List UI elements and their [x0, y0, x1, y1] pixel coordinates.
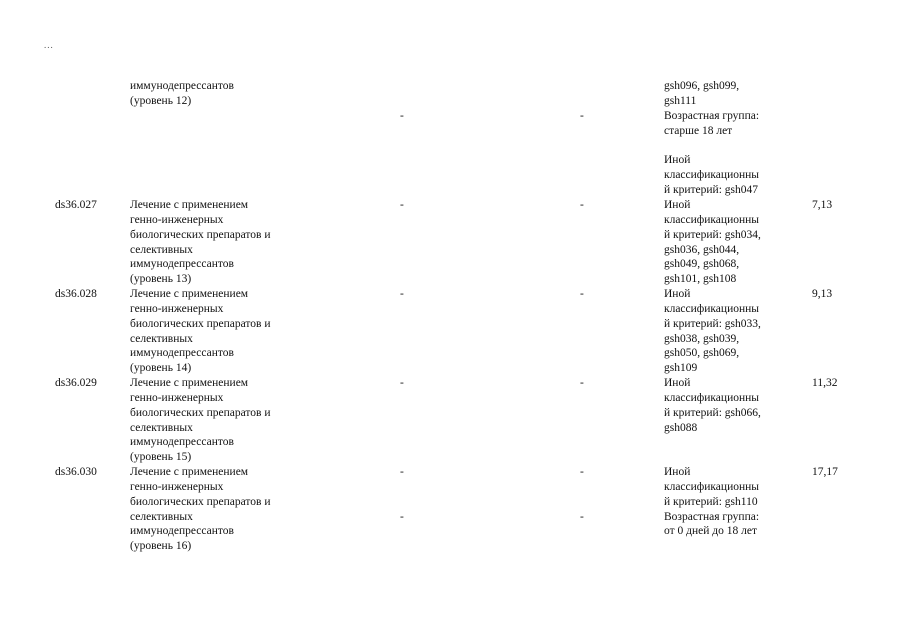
criteria-line: gsh038, gsh039, [664, 333, 740, 345]
tariff-name-line: иммунодепрессантов [130, 258, 234, 270]
criteria-line: Иной [664, 288, 691, 300]
tariff-name-line: генно-инженерных [130, 392, 224, 404]
tariff-name-line: (уровень 12) [130, 95, 192, 107]
tariff-name-line: Лечение с применением [130, 199, 249, 211]
empty-cell-dash: - [400, 199, 404, 211]
criteria-line: классификационны [664, 303, 760, 315]
tariff-name-line: биологических препаратов и [130, 407, 271, 419]
criteria-line: Иной [664, 199, 691, 211]
criteria-line: классификационны [664, 481, 760, 493]
criteria-line: й критерий: gsh033, [664, 318, 761, 330]
criteria-line: Иной [664, 154, 691, 166]
tariff-code: ds36.029 [55, 377, 97, 389]
criteria-line: gsh036, gsh044, [664, 244, 740, 256]
criteria-line: й критерий: gsh047 [664, 184, 759, 196]
tariff-name-line: Лечение с применением [130, 377, 249, 389]
tariff-code: ds36.028 [55, 288, 97, 300]
criteria-line: gsh050, gsh069, [664, 347, 740, 359]
empty-cell-dash: - [580, 511, 584, 523]
criteria-line: Иной [664, 377, 691, 389]
empty-cell-dash: - [400, 377, 404, 389]
empty-cell-dash: - [580, 377, 584, 389]
tariff-name-line: Лечение с применением [130, 466, 249, 478]
empty-cell-dash: - [580, 466, 584, 478]
empty-cell-dash: - [580, 288, 584, 300]
criteria-line: старше 18 лет [664, 125, 733, 137]
empty-cell-dash: - [400, 511, 404, 523]
criteria-line: Иной [664, 466, 691, 478]
coefficient-value: 7,13 [812, 199, 833, 211]
tariff-name-line: селективных [130, 422, 193, 434]
tariff-name-line: генно-инженерных [130, 481, 224, 493]
empty-cell-dash: - [400, 288, 404, 300]
tariff-name-line: иммунодепрессантов [130, 80, 234, 92]
coefficient-value: 17,17 [812, 466, 838, 478]
tariff-name-line: иммунодепрессантов [130, 436, 234, 448]
criteria-line: классификационны [664, 392, 760, 404]
empty-cell-dash: - [400, 466, 404, 478]
criteria-line: й критерий: gsh110 [664, 496, 758, 508]
criteria-line: от 0 дней до 18 лет [664, 525, 757, 537]
tariff-name-line: (уровень 16) [130, 540, 192, 552]
criteria-line: й критерий: gsh066, [664, 407, 761, 419]
tariff-name-line: (уровень 13) [130, 273, 192, 285]
tariff-name-line: иммунодепрессантов [130, 347, 234, 359]
empty-cell-dash: - [580, 110, 584, 122]
tariff-name-line: биологических препаратов и [130, 318, 271, 330]
empty-cell-dash: - [400, 110, 404, 122]
criteria-line: gsh088 [664, 422, 698, 434]
criteria-line: Возрастная группа: [664, 511, 760, 523]
criteria-line: Возрастная группа: [664, 110, 760, 122]
coefficient-value: 11,32 [812, 377, 838, 389]
tariff-code: ds36.027 [55, 199, 97, 211]
criteria-line: классификационны [664, 214, 760, 226]
tariff-name-line: селективных [130, 511, 193, 523]
criteria-line: gsh101, gsh108 [664, 273, 737, 285]
header-mark: ... [44, 40, 54, 50]
tariff-name-line: Лечение с применением [130, 288, 249, 300]
criteria-line: gsh109 [664, 362, 698, 374]
tariff-name-line: генно-инженерных [130, 303, 224, 315]
tariff-name-line: (уровень 14) [130, 362, 192, 374]
empty-cell-dash: - [580, 199, 584, 211]
tariff-name-line: селективных [130, 333, 193, 345]
criteria-line: gsh096, gsh099, [664, 80, 740, 92]
criteria-line: gsh049, gsh068, [664, 258, 740, 270]
tariff-name-line: биологических препаратов и [130, 229, 271, 241]
tariff-name-line: селективных [130, 244, 193, 256]
tariff-name-line: генно-инженерных [130, 214, 224, 226]
criteria-line: gsh111 [664, 95, 697, 107]
coefficient-value: 9,13 [812, 288, 833, 300]
criteria-line: классификационны [664, 169, 760, 181]
tariff-name-line: иммунодепрессантов [130, 525, 234, 537]
tariff-code: ds36.030 [55, 466, 97, 478]
tariff-name-line: (уровень 15) [130, 451, 192, 463]
tariff-name-line: биологических препаратов и [130, 496, 271, 508]
criteria-line: й критерий: gsh034, [664, 229, 761, 241]
